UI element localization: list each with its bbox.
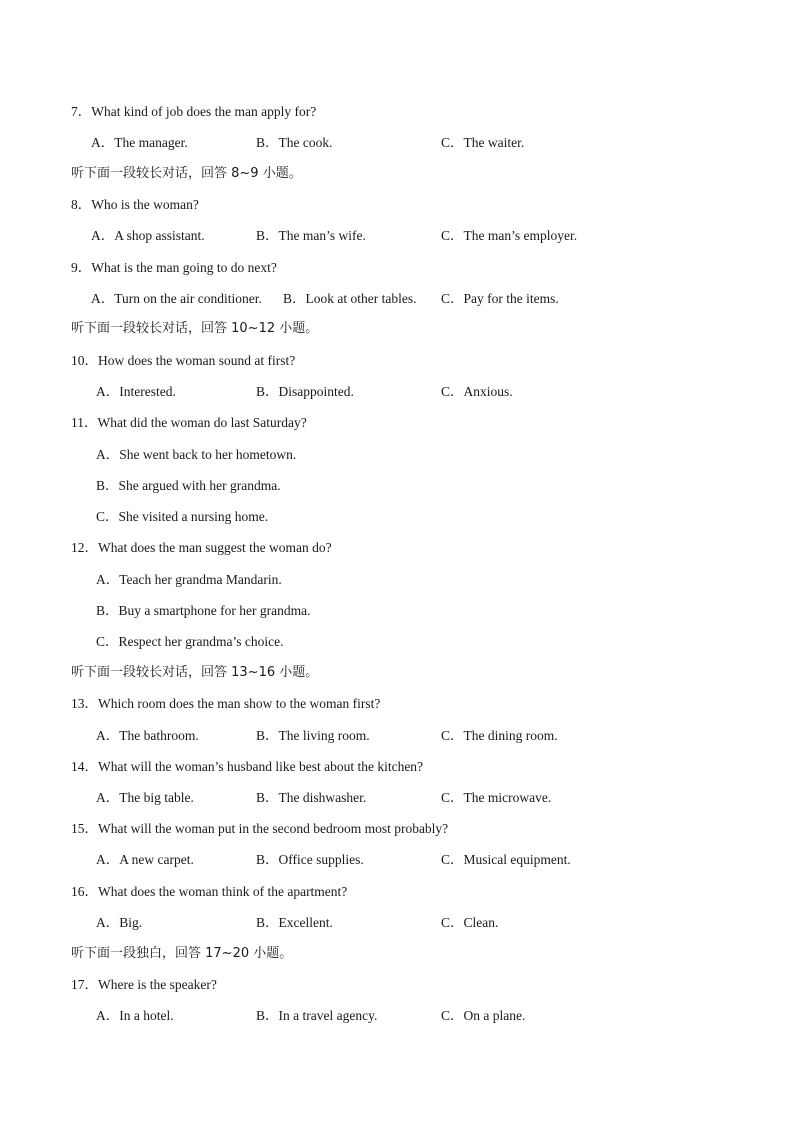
option-c: C．The dining room. (441, 728, 558, 743)
option-b: B．Look at other tables. (283, 291, 417, 306)
option-c: C．Clean. (441, 915, 499, 930)
question-12 (0, 537, 794, 559)
section-text: 听下面一段独白，回答 17~20 小题。 (71, 946, 293, 961)
section-text: 听下面一段较长对话，回答 8~9 小题。 (71, 166, 302, 181)
question-11 (0, 412, 794, 434)
question-text: 16．What does the woman think of the apartment? (71, 884, 348, 899)
option-c: C．The man’s employer. (441, 228, 578, 243)
options-question-9 (0, 288, 794, 310)
option-b: B．The dishwasher. (256, 790, 367, 805)
question-text: 13．Which room does the man show to the woman first? (71, 696, 381, 711)
options-question-8 (0, 225, 794, 247)
option-b: B．She argued with her grandma. (96, 478, 281, 493)
option-c: C．Pay for the items. (441, 291, 559, 306)
option-b-question-12 (0, 600, 794, 622)
option-b: B．The living room. (256, 728, 370, 743)
question-text: 8．Who is the woman? (71, 197, 199, 212)
question-14 (0, 756, 794, 778)
question-text: 12．What does the man suggest the woman do? (71, 540, 332, 555)
section-heading-8-9 (0, 163, 794, 185)
option-b: B．Office supplies. (256, 852, 364, 867)
option-a-question-12 (0, 569, 794, 591)
option-b: B．The cook. (256, 135, 333, 150)
option-b: B．Disappointed. (256, 384, 354, 399)
options-question-17 (0, 1005, 794, 1027)
options-question-10 (0, 381, 794, 403)
option-c: C．The microwave. (441, 790, 552, 805)
options-question-7 (0, 132, 794, 154)
option-c-question-12 (0, 631, 794, 653)
option-b: B．The man’s wife. (256, 228, 366, 243)
section-heading-13-16 (0, 662, 794, 684)
question-13 (0, 693, 794, 715)
option-a: A．Big. (96, 915, 143, 930)
option-a: A．Interested. (96, 384, 176, 399)
options-question-16 (0, 912, 794, 934)
option-c: C．On a plane. (441, 1008, 526, 1023)
question-8 (0, 194, 794, 216)
option-a: A．She went back to her hometown. (96, 447, 297, 462)
option-a: A．A shop assistant. (91, 228, 205, 243)
question-7 (0, 101, 794, 123)
question-text: 15．What will the woman put in the second bedroom most probably? (71, 821, 449, 836)
option-c: C．The waiter. (441, 135, 525, 150)
option-c: C．Anxious. (441, 384, 513, 399)
option-b: B．In a travel agency. (256, 1008, 378, 1023)
question-text: 14．What will the woman’s husband like best about the kitchen? (71, 759, 424, 774)
section-heading-17-20 (0, 943, 794, 965)
option-b-question-11 (0, 475, 794, 497)
section-heading-10-12 (0, 318, 794, 340)
question-text: 10．How does the woman sound at first? (71, 353, 296, 368)
option-a-question-11 (0, 444, 794, 466)
question-17 (0, 974, 794, 996)
option-a: A．Teach her grandma Mandarin. (96, 572, 282, 587)
options-question-13 (0, 725, 794, 747)
option-c-question-11 (0, 506, 794, 528)
option-c: C．She visited a nursing home. (96, 509, 269, 524)
option-a: A．In a hotel. (96, 1008, 174, 1023)
question-text: 11．What did the woman do last Saturday? (71, 415, 307, 430)
section-text: 听下面一段较长对话，回答 10~12 小题。 (71, 321, 319, 336)
option-a: A．Turn on the air conditioner. (91, 291, 262, 306)
option-c: C．Musical equipment. (441, 852, 571, 867)
options-question-14 (0, 787, 794, 809)
option-c: C．Respect her grandma’s choice. (96, 634, 284, 649)
question-text: 7．What kind of job does the man apply for? (71, 104, 317, 119)
question-10 (0, 350, 794, 372)
question-9 (0, 257, 794, 279)
option-a: A．The manager. (91, 135, 188, 150)
option-b: B．Excellent. (256, 915, 333, 930)
option-b: B．Buy a smartphone for her grandma. (96, 603, 311, 618)
option-a: A．The bathroom. (96, 728, 199, 743)
options-question-15 (0, 849, 794, 871)
question-text: 17．Where is the speaker? (71, 977, 217, 992)
option-a: A．The big table. (96, 790, 194, 805)
section-text: 听下面一段较长对话，回答 13~16 小题。 (71, 665, 319, 680)
question-text: 9．What is the man going to do next? (71, 260, 277, 275)
question-16 (0, 881, 794, 903)
question-15 (0, 818, 794, 840)
option-a: A．A new carpet. (96, 852, 194, 867)
